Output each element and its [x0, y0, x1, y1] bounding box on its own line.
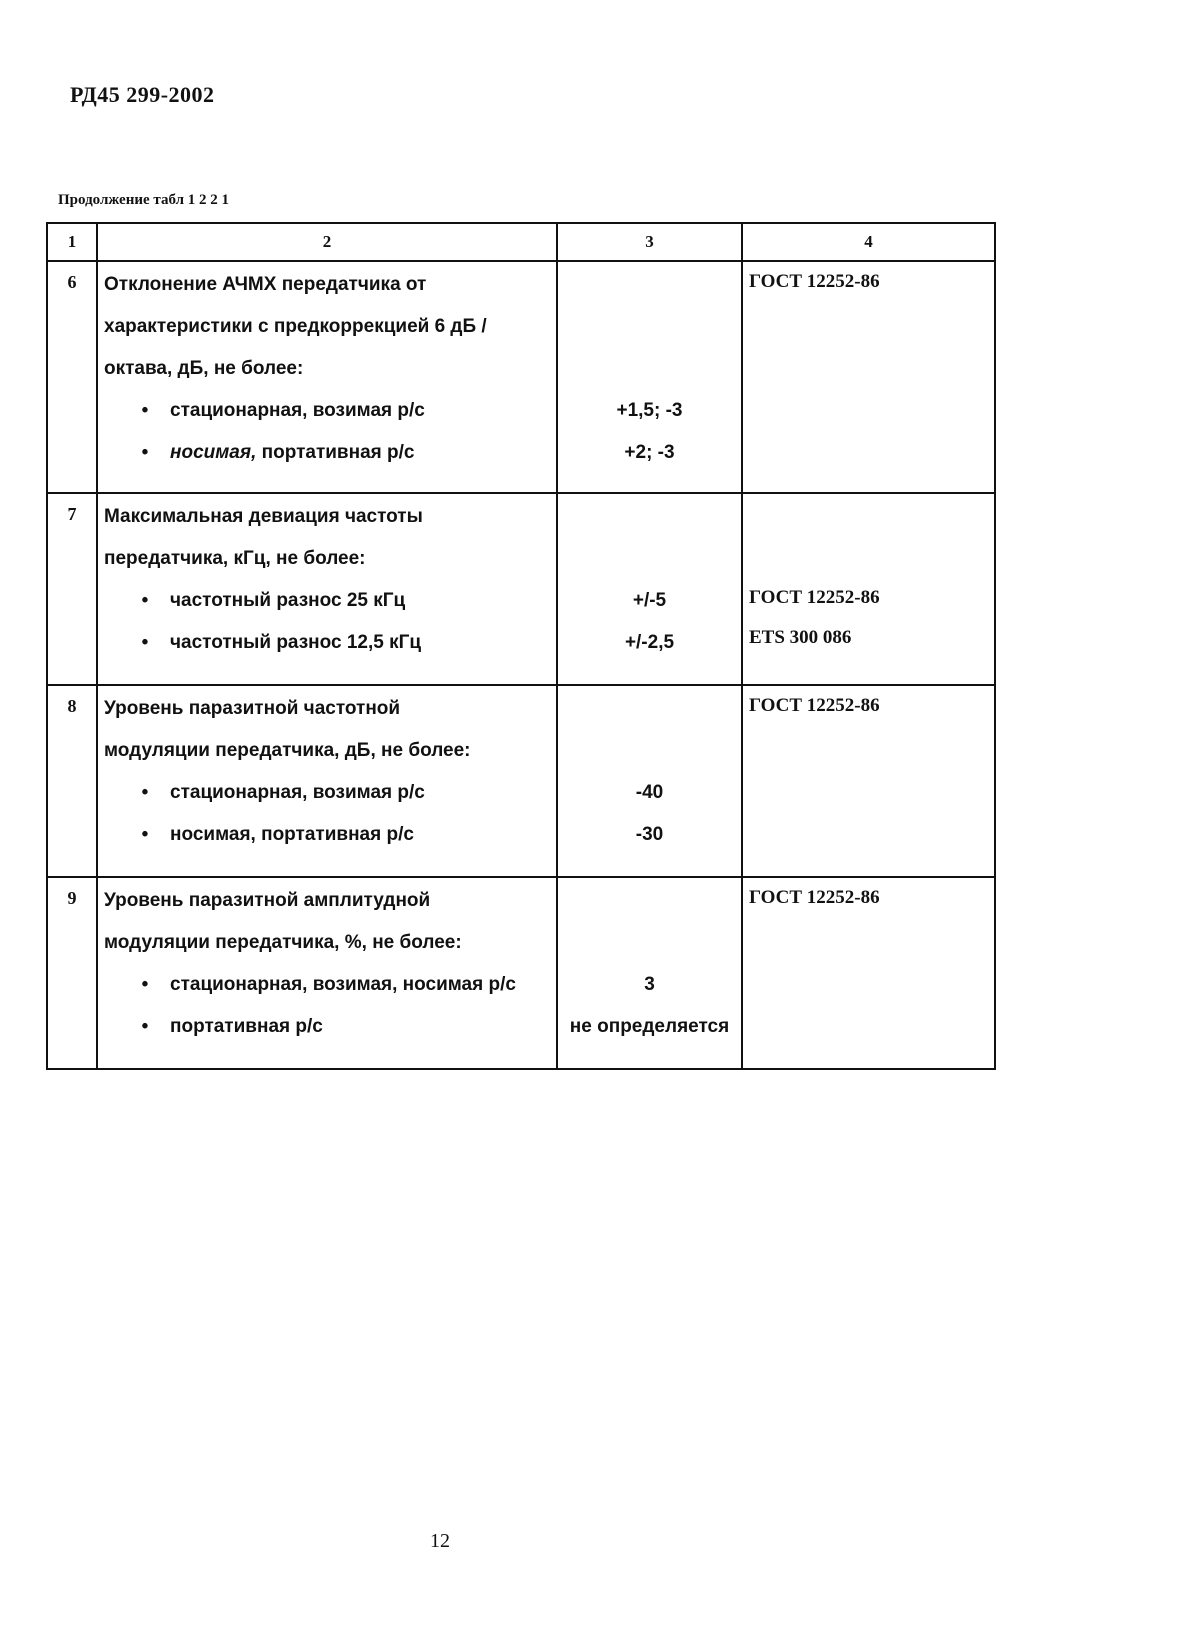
bullet-text: частотный разнос 12,5 кГц — [170, 632, 422, 653]
document-code: РД45 299-2002 — [70, 82, 215, 107]
description-line: Уровень паразитной частотной — [104, 698, 401, 719]
value-line: +1,5; -3 — [616, 400, 683, 421]
description-line: характеристики с предкоррекцией 6 дБ / — [104, 316, 487, 337]
value-line: не определяется — [569, 1016, 730, 1037]
bullet-item — [104, 814, 552, 856]
bullet-icon: • — [141, 632, 149, 653]
description-line: октава, дБ, не более: — [104, 358, 304, 379]
value-line: +/-5 — [632, 590, 667, 611]
bullet-item — [104, 964, 552, 1006]
column-header-3: 3 — [557, 223, 742, 261]
bullet-text: портативная р/с — [170, 1016, 323, 1037]
value-line: +2; -3 — [624, 442, 675, 463]
table-continuation-caption: Продолжение табл 1 2 2 1 — [58, 192, 230, 208]
description-line: Уровень паразитной амплитудной — [104, 890, 431, 911]
bullet-item — [104, 622, 552, 664]
bullet-item — [104, 390, 552, 432]
bullet-text — [138, 432, 414, 474]
standard-line: ETS 300 086 — [749, 627, 852, 648]
value-line: -40 — [635, 782, 664, 803]
bullet-icon: • — [141, 782, 149, 803]
column-header-1: 1 — [47, 223, 97, 261]
specification-table — [46, 222, 996, 1070]
value-line: -30 — [635, 824, 664, 845]
description-line: Отклонение АЧМХ передатчика от — [104, 274, 427, 295]
bullet-icon: • — [141, 590, 149, 611]
standard-reference — [742, 493, 995, 685]
parameter-description — [97, 877, 557, 1069]
description-line: Максимальная девиация частоты — [104, 506, 423, 527]
bullet-text-italic: носимая, — [170, 442, 257, 463]
value-line: 3 — [644, 974, 655, 995]
table-row — [47, 493, 995, 685]
row-number: 6 — [47, 261, 97, 493]
bullet-text-rest: портативная р/с — [256, 442, 415, 463]
parameter-values — [557, 877, 742, 1069]
row-number: 9 — [47, 877, 97, 1069]
table-row — [47, 261, 995, 493]
standard-line: ГОСТ 12252-86 — [749, 887, 880, 908]
description-line: модуляции передатчика, %, не более: — [104, 932, 462, 953]
standard-line: ГОСТ 12252-86 — [749, 695, 880, 716]
parameter-values — [557, 685, 742, 877]
parameter-description — [97, 493, 557, 685]
parameter-values — [557, 493, 742, 685]
standard-reference — [742, 261, 995, 493]
bullet-text: носимая, портативная р/с — [170, 824, 414, 845]
column-header-4: 4 — [742, 223, 995, 261]
parameter-description — [97, 685, 557, 877]
row-number: 8 — [47, 685, 97, 877]
standard-reference — [742, 685, 995, 877]
bullet-text: стационарная, возимая р/с — [170, 782, 425, 803]
bullet-item — [104, 772, 552, 814]
description-line: модуляции передатчика, дБ, не более: — [104, 740, 471, 761]
bullet-item — [104, 432, 552, 474]
table-header-row — [47, 223, 995, 261]
table-row — [47, 685, 995, 877]
bullet-text: стационарная, возимая, носимая р/с — [170, 974, 516, 995]
value-line: +/-2,5 — [624, 632, 675, 653]
bullet-icon: • — [141, 824, 149, 845]
bullet-text: частотный разнос 25 кГц — [170, 590, 406, 611]
parameter-description — [97, 261, 557, 493]
bullet-icon: • — [141, 442, 149, 463]
page-number: 12 — [430, 1530, 450, 1552]
bullet-icon: • — [141, 1016, 149, 1037]
bullet-icon: • — [141, 400, 149, 421]
bullet-text: стационарная, возимая р/с — [170, 400, 425, 421]
description-line: передатчика, кГц, не более: — [104, 548, 366, 569]
table-row — [47, 877, 995, 1069]
parameter-values — [557, 261, 742, 493]
row-number: 7 — [47, 493, 97, 685]
standard-line: ГОСТ 12252-86 — [749, 271, 880, 292]
standard-reference — [742, 877, 995, 1069]
bullet-item — [104, 580, 552, 622]
bullet-icon: • — [141, 974, 149, 995]
bullet-item — [104, 1006, 552, 1048]
standard-line: ГОСТ 12252-86 — [749, 587, 880, 608]
column-header-2: 2 — [97, 223, 557, 261]
